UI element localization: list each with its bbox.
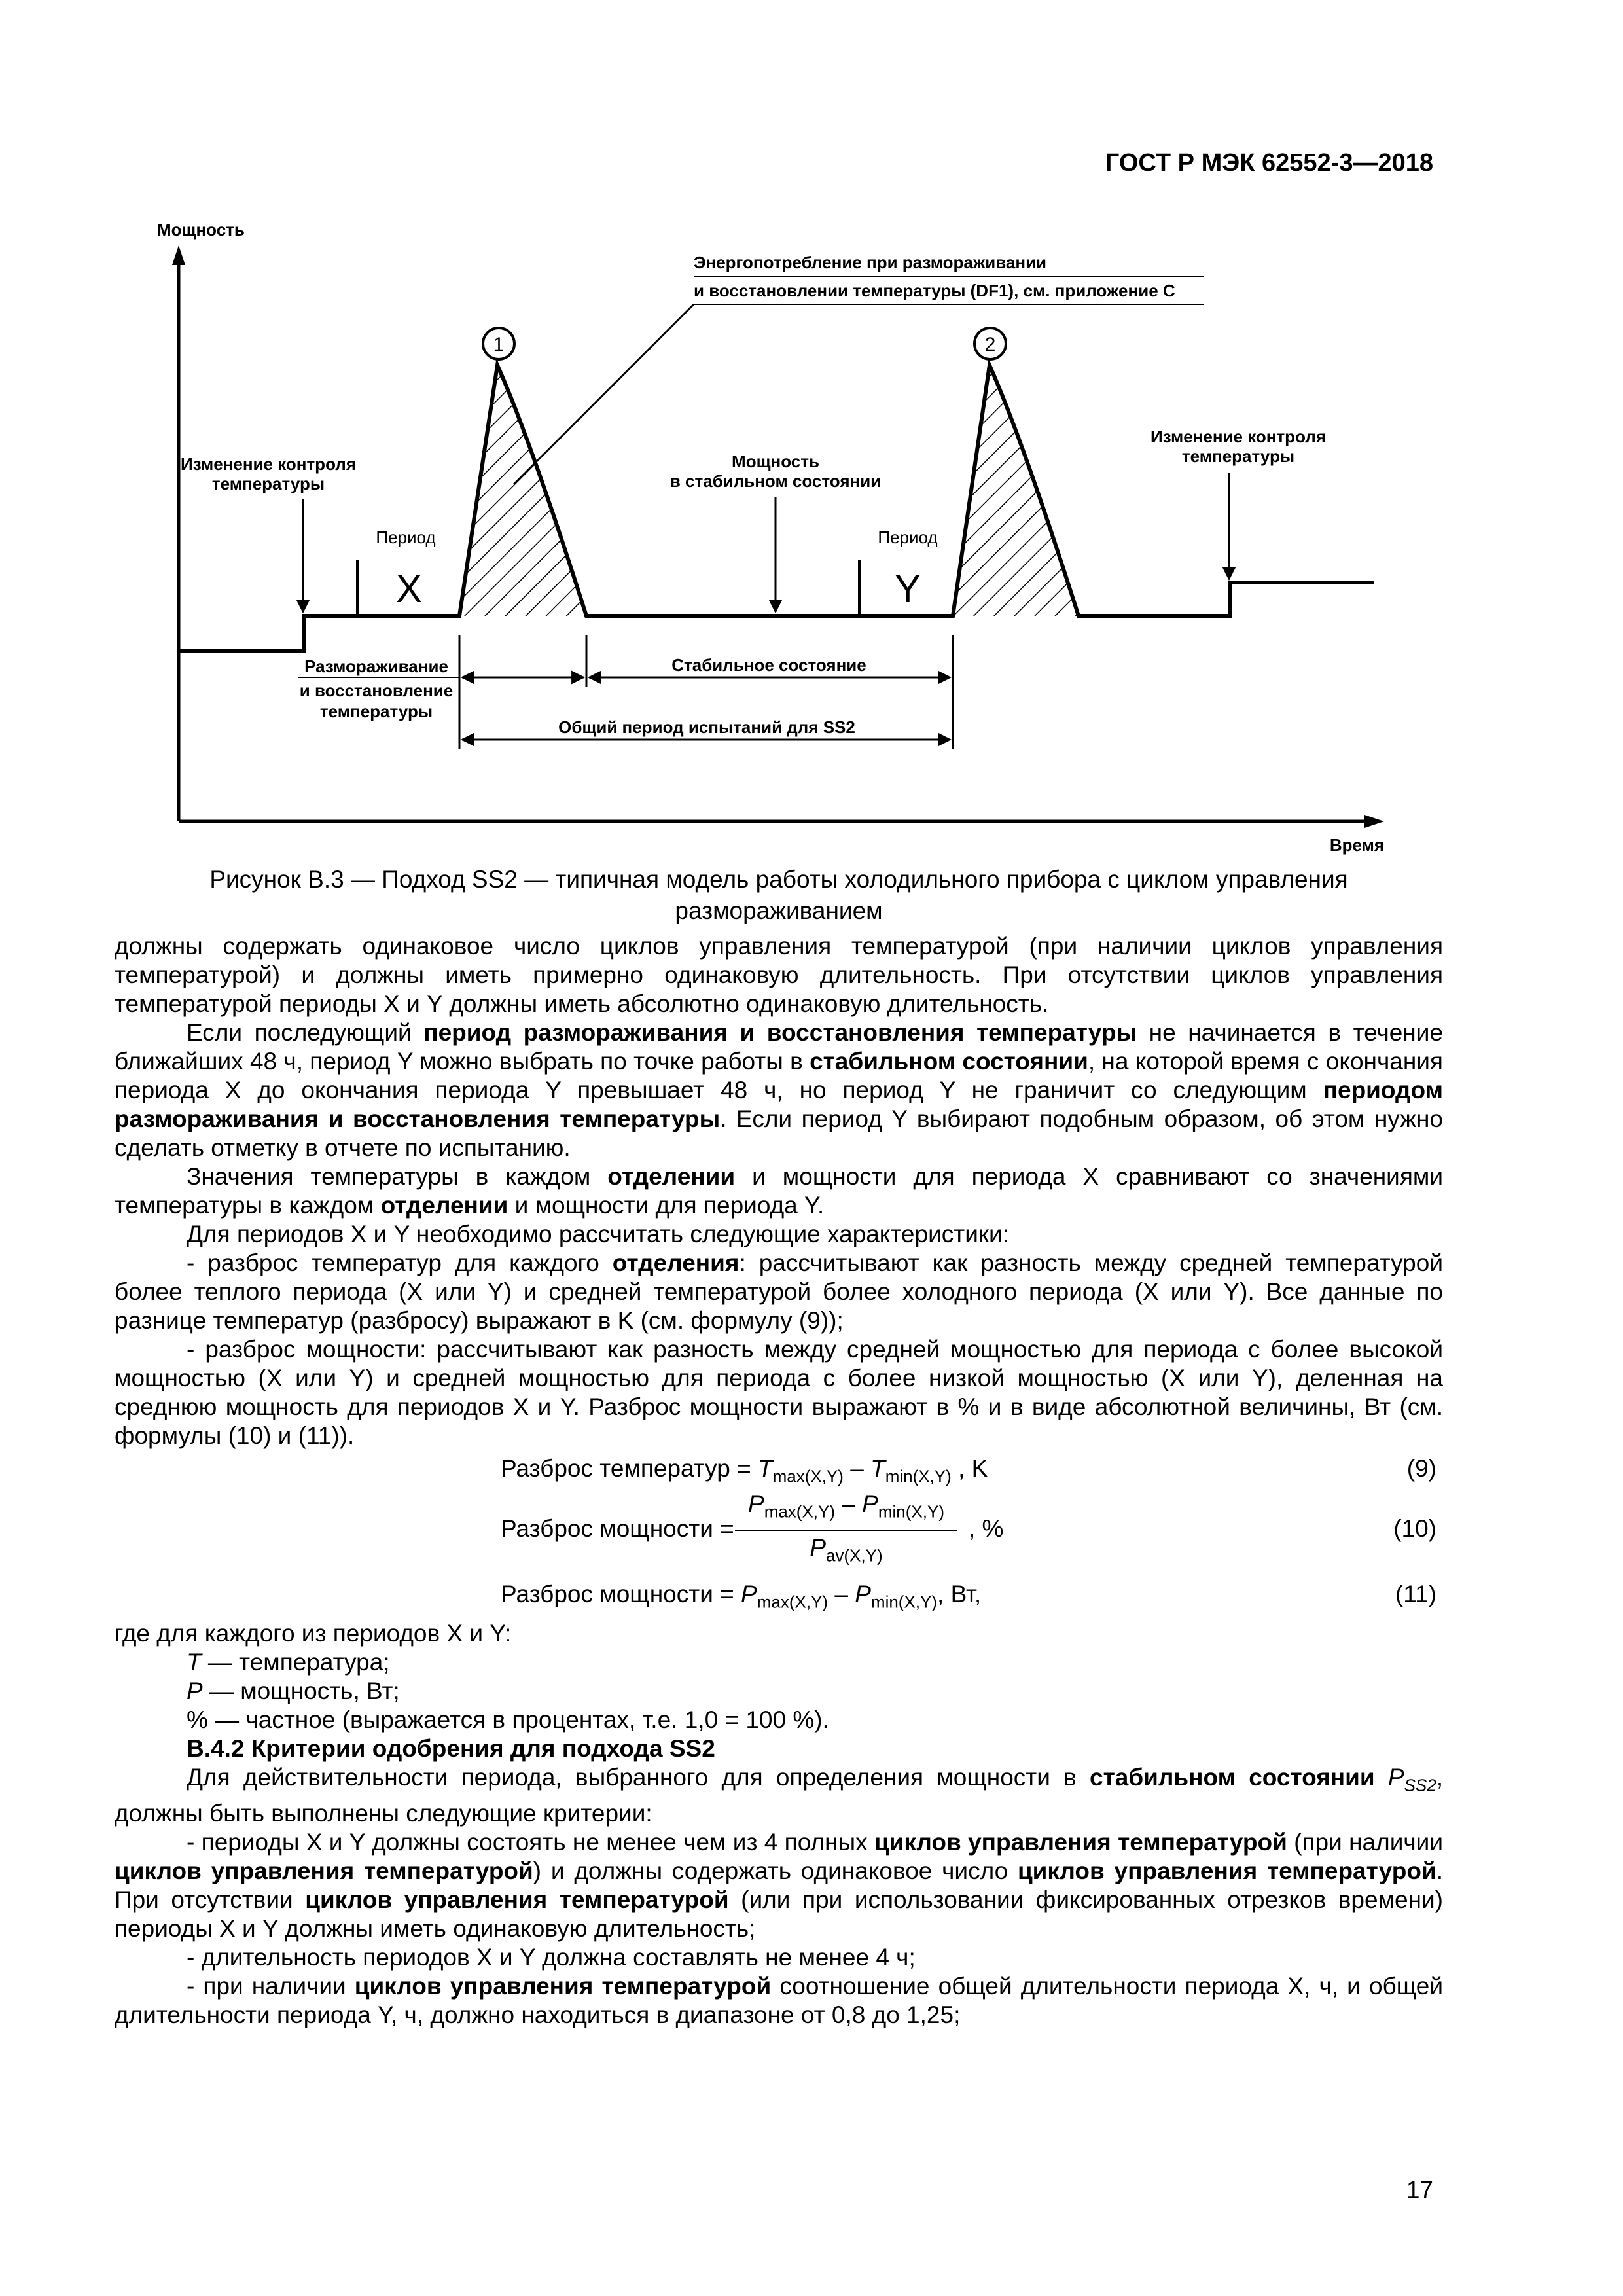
caption-line-1: Рисунок B.3 — Подход SS2 — типичная модель работы холодильного прибора с циклом управления — [209, 866, 1348, 893]
period-x-letter: X — [395, 567, 423, 611]
callout-df1-line1: Энергопотребление при размораживании — [694, 253, 1047, 272]
paragraph-6: - разброс мощности: рассчитывают как разность между средней мощностью для периода с более высокой мощностью (X или Y) и средней мощностью для периода с более низкой мощностью (X или Y), деленная на среднюю мощность для периодов X и Y. Разброс мощности выражают в % и в виде абсолютной величины, Вт (см. формулы (10) и (11)). — [115, 1336, 1443, 1449]
formula-9-number: (9) — [1406, 1455, 1436, 1482]
formula-10: Разброс мощности = $P_{max(X,Y)} - P_{min(X,Y)}$ $P_{av(X,Y)}$ , % (10) — [115, 1490, 1443, 1576]
callout-df1-line2: и восстановлении температуры (DF1), см. приложение С — [694, 281, 1175, 300]
stable-state-label: Стабильное состояние — [671, 655, 866, 675]
paragraph-7: Для действительности периода, выбранного для определения мощности в стабильном состоянии $P_{SS2}$, должны быть выполнены следующие критерии: — [115, 1764, 1444, 1827]
paragraph-1: должны содержать одинаковое число циклов управления температурой (при наличии циклов управления температурой) и должны иметь примерно одинаковую длительность. При отсутствии циклов управления температурой периоды X и Y должны иметь абсолютно одинаковую длительность. — [115, 933, 1443, 1017]
figure-caption — [115, 864, 1443, 927]
paragraph-4: Для периодов X и Y необходимо рассчитать следующие характеристики: — [187, 1221, 1010, 1247]
callout-leader — [514, 304, 694, 484]
formula-10-number: (10) — [1393, 1515, 1436, 1542]
paragraph-10: - при наличии циклов управления температурой соотношение общей длительности периода X, ч, и общей длительности периода Y, ч, должно находиться в диапазоне от 0,8 до 1,25; — [115, 1973, 1443, 2029]
where-pct: % — частное (выражается в процентах, т.е. 1,0 = 100 %). — [187, 1706, 829, 1733]
defrost-label-2: и восстановление — [299, 681, 454, 700]
defrost-label-3: температуры — [319, 702, 433, 721]
defrost-label-1: Размораживание — [304, 656, 448, 676]
period-y-heading: Период — [878, 528, 938, 547]
left-change-label-1: Изменение контроля — [181, 454, 356, 474]
figure-ss2-diagram — [131, 216, 1414, 855]
stable-power-label-2: в стабильном состоянии — [669, 471, 882, 491]
body-text — [115, 932, 1443, 2030]
where-p: P — мощность, Вт; — [187, 1677, 400, 1704]
right-change-label-2: температуры — [1181, 446, 1295, 466]
left-change-label-2: температуры — [211, 474, 325, 493]
period-y-letter: Y — [894, 567, 921, 611]
caption-line-2: размораживанием — [675, 897, 883, 924]
y-axis-label: Мощность — [157, 220, 245, 240]
where-intro: где для каждого из периодов X и Y: — [115, 1620, 512, 1647]
x-axis-arrowhead — [1364, 815, 1384, 828]
formula-10-fraction: $P_{max(X,Y)} - P_{min(X,Y)}$ $P_{av(X,Y)}$ — [735, 1490, 957, 1570]
page-number: 17 — [1406, 2176, 1433, 2203]
x-axis-label: Время — [1329, 835, 1384, 855]
formula-11: Разброс мощности = $P_{max(X,Y)} - P_{min(X,Y)}$, Вт, (11) — [501, 1581, 1436, 1612]
formula-11-number: (11) — [1395, 1581, 1436, 1607]
diagram-svg — [131, 216, 1414, 855]
paragraph-3: Значения температуры в каждом отделении и мощности для периода X сравнивают со значениями температуры в каждом отделении и мощности для периода Y. — [115, 1163, 1443, 1219]
document-header: ГОСТ Р МЭК 62552-3—2018 — [1105, 149, 1433, 177]
paragraph-5: - разброс температур для каждого отделения: рассчитывают как разность между средней температурой более теплого периода (X или Y) и средней температурой более холодного периода (X или Y). Все данные по разнице температур (разбросу) выражают в K (см. формулу (9)); — [115, 1249, 1443, 1334]
formula-9: Разброс температур = $T_{max(X,Y)} - T_{min(X,Y)}$ , K (9) — [501, 1455, 1436, 1486]
y-axis-arrowhead — [172, 245, 185, 265]
where-t: T — температура; — [187, 1649, 390, 1676]
period-x-heading: Период — [376, 528, 436, 547]
marker-2-label: 2 — [984, 334, 996, 355]
marker-1-label: 1 — [493, 334, 505, 355]
total-period-label: Общий период испытаний для SS2 — [558, 717, 855, 737]
paragraph-8: - периоды X и Y должны состоять не менее чем из 4 полных циклов управления температурой (при наличии циклов управления температурой) и должны содержать одинаковое число циклов управления температурой. При отсутствии циклов управления температурой (или при использовании фиксированных отрезков времени) периоды X и Y должны иметь одинаковую длительность; — [115, 1829, 1443, 1943]
right-change-label-1: Изменение контроля — [1150, 427, 1326, 446]
paragraph-9: - длительность периодов X и Y должна составлять не менее 4 ч; — [187, 1944, 916, 1971]
stable-power-label-1: Мощность — [732, 452, 819, 471]
section-heading: B.4.2 Критерии одобрения для подхода SS2 — [187, 1735, 715, 1762]
paragraph-2: Если последующий период размораживания и восстановления температуры не начинается в течение ближайших 48 ч, период Y можно выбрать по точке работы в стабильном состоянии, на которой время с окончания периода X до окончания периода Y превышает 48 ч, но период Y не граничит со следующим периодом размораживания и восстановления температуры. Если период Y выбирают подобным образом, об этом нужно сделать отметку в отчете по испытанию. — [115, 1019, 1443, 1161]
